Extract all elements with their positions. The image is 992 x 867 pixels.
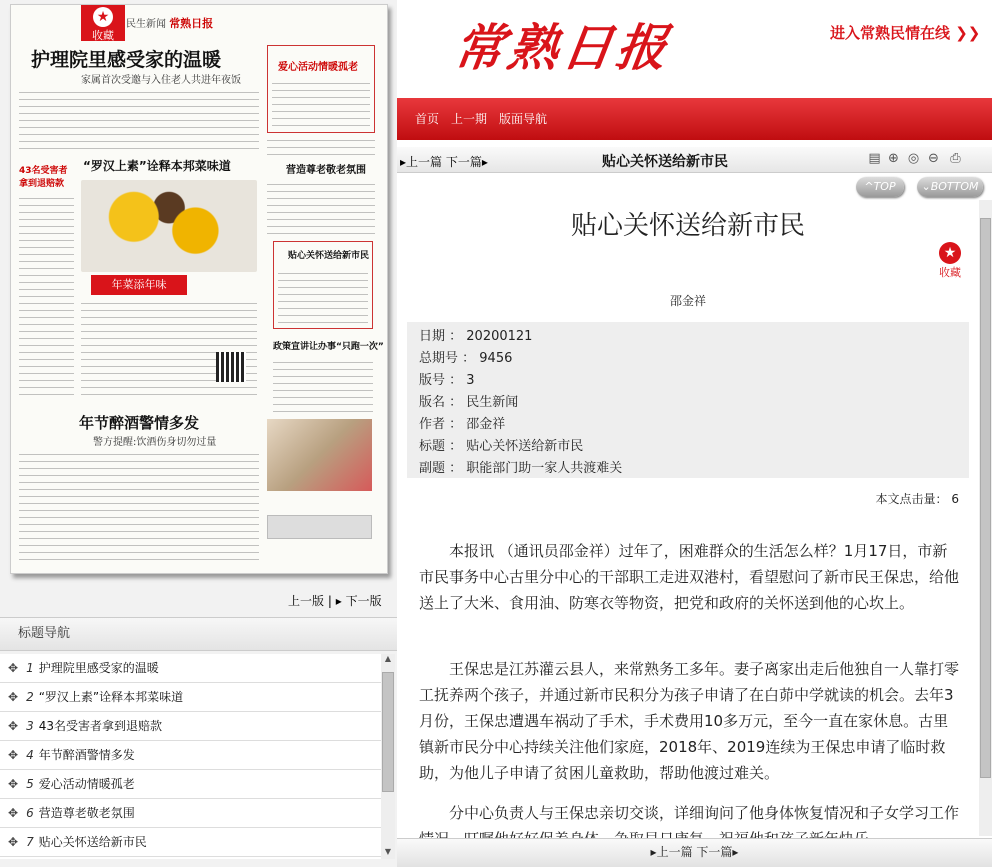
fav-label: 收藏: [939, 266, 961, 279]
story-2-title[interactable]: “罗汉上素”诠释本邦菜味道: [83, 159, 231, 173]
story-6-title[interactable]: 营造尊老敬老氛围: [286, 165, 366, 176]
jump-top-button[interactable]: ^TOP: [856, 177, 904, 197]
hits-label: 本文点击量：: [875, 492, 948, 506]
paper-subheadline: 家属首次受邀与入住老人共进年夜饭: [81, 75, 241, 86]
text-block: [273, 359, 373, 414]
meta-value: 民生新闻: [466, 395, 519, 410]
title-nav-item[interactable]: [0, 770, 381, 799]
paper-fav-button[interactable]: [81, 5, 125, 41]
article-paragraph: 本报讯 （通讯员邵金祥）过年了，困难群众的生活怎么样？1月17日，市新市民事务中心古里分中心的干部职工走进双港村，看望慰问了新市民王保忠，给他送上了大米、食用油、防寒衣等物资，把党和政府的关怀送到他的心坎上。: [419, 542, 960, 612]
meta-row: [419, 370, 957, 392]
meta-key: 版名: [419, 395, 446, 410]
title-nav-item[interactable]: [0, 828, 381, 857]
meta-key: 作者: [419, 417, 446, 432]
bottom-prev-article[interactable]: ▸上一篇: [650, 845, 693, 859]
article-meta: [407, 322, 969, 478]
title-nav-item[interactable]: [0, 799, 381, 828]
box-title: 爱心活动情暖孤老: [278, 62, 358, 73]
meta-key: 总期号: [419, 351, 459, 366]
nav-home[interactable]: 首页: [415, 112, 440, 126]
next-article-link[interactable]: 下一篇: [445, 155, 482, 169]
meta-value: 贴心关怀送给新市民: [466, 439, 584, 454]
meta-colon: ：: [445, 417, 467, 432]
meta-value: 20200121: [466, 329, 533, 344]
item-label: 年节醉酒警情多发: [38, 748, 135, 762]
article-panel: [397, 200, 979, 836]
food-photo: [81, 180, 257, 272]
meta-colon: ：: [458, 351, 480, 366]
meta-colon: ：: [445, 461, 467, 476]
nav-page-index[interactable]: 版面导航: [499, 112, 548, 126]
meta-key: 副题: [419, 461, 446, 476]
page-nav: [288, 592, 382, 609]
item-number: 7: [26, 835, 34, 849]
qr-code-icon: [216, 352, 246, 382]
meta-row: [419, 414, 957, 436]
text-block: [278, 270, 368, 325]
box-title: 贴心关怀送给新市民: [288, 251, 370, 261]
box-story-5[interactable]: [267, 45, 375, 133]
minqing-online-link[interactable]: 进入常熟民情在线 ❯❯: [830, 24, 981, 42]
text-block: [81, 300, 257, 400]
left-panel: [0, 0, 397, 867]
text-block: [267, 137, 375, 159]
story-4-subtitle: 警方提醒:饮酒伤身切勿过量: [93, 437, 217, 448]
scroll-down-icon[interactable]: ▼: [384, 847, 392, 856]
notes-icon[interactable]: ▤: [868, 151, 881, 166]
meta-value: 邵金祥: [466, 417, 506, 432]
print-icon[interactable]: ⎙: [950, 151, 961, 166]
article-paragraph: 王保忠是江苏灌云县人，来常熟务工多年。妻子离家出走后他独自一人靠打零工抚养两个孩子，并通过新市民积分为孩子申请了在白茆中学就读的机会。去年3月份，王保忠遭遇车祸动了手术，手术费用10多万元，至今一直在家休息。古里镇新市民分中心持续关注他们家庭，2018年、2019连续为王保忠申请了临时救助，为他儿子申请了贫困儿童救助，帮助他渡过难关。: [419, 660, 960, 782]
hits-value: 6: [951, 492, 959, 506]
star-icon: ★: [939, 242, 961, 264]
meta-row: [419, 392, 957, 414]
item-label: 43名受害者拿到退赔款: [38, 719, 162, 733]
item-number: 4: [26, 748, 34, 762]
article-scrollbar[interactable]: [979, 200, 992, 836]
text-block: [19, 451, 259, 566]
newspaper-page-preview[interactable]: [10, 4, 388, 574]
box-story-7[interactable]: [273, 241, 373, 329]
story-8-title[interactable]: 政策宣讲让办事“只跑一次”: [273, 342, 384, 352]
item-label: 爱心活动情暖孤老: [38, 777, 135, 791]
title-nav-item[interactable]: [0, 712, 381, 741]
article-title: 贴心关怀送给新市民: [570, 211, 805, 241]
title-nav-list: [0, 654, 381, 859]
zoom-reset-icon[interactable]: ◎: [907, 151, 920, 166]
text-block: [272, 80, 370, 128]
meta-row: [419, 436, 957, 458]
item-number: 1: [26, 661, 34, 675]
nav-prev-issue[interactable]: 上一期: [451, 112, 488, 126]
main-nav-bar: [397, 98, 992, 140]
text-block: [19, 195, 74, 395]
section-name: 民生新闻: [126, 19, 166, 30]
star-icon: ★: [93, 7, 113, 27]
prev-page-link[interactable]: 上一版: [288, 594, 325, 608]
caret-right-icon: ▸: [481, 155, 488, 169]
nav-scrollbar[interactable]: [381, 654, 395, 859]
text-block: [19, 89, 259, 149]
paper-masthead: [126, 15, 213, 31]
item-label: 贴心关怀送给新市民: [38, 835, 147, 849]
article-fav-button[interactable]: [936, 240, 964, 280]
item-number: 5: [26, 777, 34, 791]
item-label: 护理院里感受家的温暖: [38, 661, 159, 675]
meta-row: [419, 458, 957, 480]
text-block: [267, 181, 375, 236]
title-nav-heading: 标题导航: [0, 617, 397, 651]
next-page-link[interactable]: 下一版: [345, 594, 382, 608]
title-nav-item[interactable]: [0, 741, 381, 770]
story-4-title[interactable]: 年节醉酒警情多发: [79, 414, 200, 432]
meta-colon: ：: [445, 439, 467, 454]
story-3-title[interactable]: 43名受害者拿到退赔款: [19, 166, 68, 189]
meta-key: 版号: [419, 373, 446, 388]
scroll-up-icon[interactable]: ▲: [384, 654, 392, 663]
diamond-bullet-icon: ✥: [8, 748, 19, 762]
ad-block: [267, 515, 372, 539]
caret-right-icon: ▸: [335, 594, 342, 608]
prev-article-link[interactable]: 上一篇: [406, 155, 443, 169]
item-label: 营造尊老敬老氛围: [38, 806, 135, 820]
diamond-bullet-icon: ✥: [8, 777, 19, 791]
meta-key: 日期: [419, 329, 446, 344]
article-title-bar: [397, 147, 992, 173]
diamond-bullet-icon: ✥: [8, 835, 19, 849]
meta-value: 3: [466, 373, 475, 388]
scroll-thumb[interactable]: [980, 218, 991, 778]
item-number: 3: [26, 719, 34, 733]
meta-value: 职能部门助一家人共渡难关: [466, 461, 623, 476]
meta-colon: ：: [445, 373, 467, 388]
bottom-next-article[interactable]: 下一篇▸: [696, 845, 739, 859]
article-paragraph: 分中心负责人与王保忠亲切交谈，详细询问了他身体恢复情况和子女学习工作: [449, 804, 960, 822]
diamond-bullet-icon: ✥: [8, 806, 19, 820]
item-number: 6: [26, 806, 34, 820]
meta-colon: ：: [445, 329, 467, 344]
diamond-bullet-icon: ✥: [8, 690, 19, 704]
title-nav-item[interactable]: [0, 683, 381, 712]
diamond-bullet-icon: ✥: [8, 719, 19, 733]
masthead-small: 常熟日报: [169, 17, 214, 30]
meta-value: 9456: [479, 351, 513, 366]
jump-bottom-button[interactable]: ⌄BOTTOM: [917, 177, 983, 197]
meta-row: [419, 326, 957, 348]
meta-colon: ：: [445, 395, 467, 410]
zoom-out-icon[interactable]: ⊖: [928, 151, 939, 166]
paper-headline[interactable]: 护理院里感受家的温暖: [31, 49, 222, 71]
article-author: 邵金祥: [669, 294, 706, 308]
meta-key: 标题: [419, 439, 446, 454]
hit-counter: [876, 490, 959, 507]
bottom-article-nav: [397, 838, 992, 867]
caret-right-icon: ▸: [400, 155, 407, 169]
site-logo[interactable]: 常熟日报: [450, 18, 675, 77]
banner: 年菜添年味: [91, 275, 187, 295]
item-label: “罗汉上素”诠释本邦菜味道: [38, 690, 184, 704]
scroll-thumb[interactable]: [382, 672, 394, 792]
zoom-in-icon[interactable]: ⊕: [888, 151, 899, 166]
news-photo: [267, 419, 372, 491]
meta-row: [419, 348, 957, 370]
title-nav-item[interactable]: [0, 654, 381, 683]
article-bar-title: 贴心关怀送给新市民: [602, 154, 728, 170]
nav-separator: |: [327, 594, 336, 608]
fav-label: 收藏: [92, 29, 114, 42]
article-prev-next: [400, 153, 488, 170]
item-number: 2: [26, 690, 34, 704]
diamond-bullet-icon: ✥: [8, 661, 19, 675]
